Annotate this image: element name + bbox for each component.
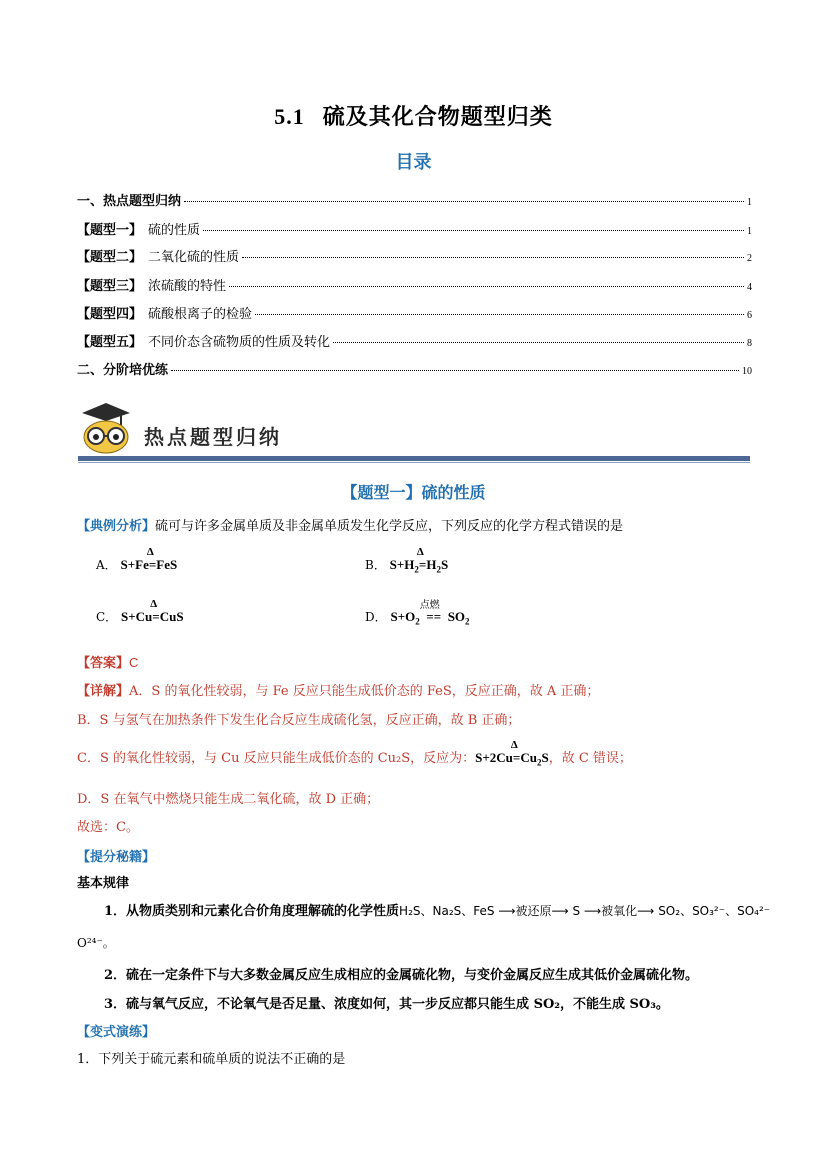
toc-page: 8 — [747, 338, 752, 349]
banner-underline — [78, 462, 750, 463]
toc-row[interactable] — [77, 359, 752, 378]
answer-tag: 【答案】 — [77, 656, 130, 671]
rule-2: 2．硫在一定条件下与大多数金属反应生成相应的金属硫化物，与变价金属反应生成其低价金属硫化物。 — [104, 968, 699, 983]
toc-heading: 目录 — [395, 152, 432, 173]
page-title — [0, 100, 827, 131]
toc-page: 4 — [747, 282, 752, 293]
detail-c-formula: $S+2Cu\Delta =Cu_2S$ — [475, 750, 549, 765]
answer-line — [77, 652, 138, 671]
owl-icon — [80, 401, 132, 455]
toc-leader — [171, 370, 739, 371]
tips-heading: 基本规律 — [77, 876, 130, 891]
answer-value: C — [129, 655, 139, 670]
detail-c-pre: C．S 的氧化性较弱，与 Cu 反应只能生成低价态的 Cu₂S，反应为： — [77, 751, 476, 766]
option-b-label: B． — [365, 558, 386, 572]
toc-page: 2 — [747, 253, 752, 264]
toc-text: 浓硫酸的特性 — [148, 279, 227, 294]
section-banner — [78, 393, 750, 459]
toc-text: 不同价态含硫物质的性质及转化 — [148, 335, 331, 350]
detail-a — [77, 680, 599, 699]
toc-leader — [229, 286, 744, 287]
title-number: 5.1 — [274, 104, 305, 129]
option-a-label: A． — [96, 558, 117, 572]
sulfur-chain: H₂S、Na₂S、FeS ⟶被还原⟶ S ⟶被氧化⟶ SO₂、SO₃²⁻、SO₄²⁻ — [399, 904, 771, 918]
toc-text: 二氧化硫的性质 — [148, 250, 240, 265]
option-a[interactable] — [96, 556, 177, 573]
option-d-label: D． — [365, 610, 387, 624]
option-c-formula: S+CuΔ =CuS — [121, 609, 184, 624]
toc-row[interactable] — [77, 190, 752, 209]
detail-c-post: ，故 C 错误； — [548, 751, 632, 766]
toc-leader — [333, 342, 744, 343]
toc-row[interactable] — [77, 219, 752, 238]
detail-b: B．S 与氢气在加热条件下发生化合反应生成硫化氢，反应正确，故 B 正确； — [77, 713, 521, 728]
practice-tag: 【变式演练】 — [77, 1025, 156, 1040]
example-tag: 【典例分析】 — [77, 519, 156, 534]
option-a-formula: S+FeΔ =FeS — [121, 557, 178, 572]
toc-row[interactable] — [77, 275, 752, 294]
toc-text: 硫酸根离子的检验 — [148, 307, 253, 322]
toc-page: 1 — [747, 226, 752, 237]
banner-divider — [78, 456, 750, 461]
question-text: 硫可与许多金属单质及非金属单质发生化学反应，下列反应的化学方程式错误的是 — [155, 519, 624, 534]
option-c[interactable] — [96, 608, 184, 625]
practice-question-1: 1．下列关于硫元素和硫单质的说法不正确的是 — [77, 1052, 346, 1067]
rule-1-text: 1．从物质类别和元素化合价角度理解硫的化学性质 — [104, 904, 400, 919]
detail-conclusion: 故选：C。 — [77, 820, 139, 835]
section-title: 【题型一】硫的性质 — [341, 483, 486, 502]
toc-row[interactable] — [77, 331, 752, 350]
toc-label: 【题型一】 — [77, 223, 143, 238]
toc-row[interactable] — [77, 303, 752, 322]
option-c-label: C． — [96, 610, 118, 624]
toc-leader — [255, 314, 744, 315]
toc-label: 一、热点题型归纳 — [77, 194, 182, 209]
toc-page: 1 — [747, 197, 752, 208]
toc-page: 6 — [747, 310, 752, 321]
example-question — [77, 515, 623, 534]
toc-leader — [203, 230, 744, 231]
option-d-condition: 点燃 — [419, 600, 440, 611]
toc-label: 【题型五】 — [77, 335, 143, 350]
rule-1-tail: O²⁴⁻。 — [77, 936, 115, 950]
option-d[interactable] — [365, 600, 470, 627]
option-d-formula: $S+O_2$ 点燃 == $SO_2$ — [390, 609, 469, 624]
detail-c — [77, 747, 632, 768]
toc-label: 【题型二】 — [77, 250, 143, 265]
detail-tag: 【详解】 — [77, 684, 130, 699]
toc-leader — [184, 201, 744, 202]
title-text: 硫及其化合物题型归类 — [322, 104, 553, 130]
tips-tag: 【提分秘籍】 — [77, 850, 156, 865]
option-b-formula: $S+H_2\Delta =H_2S$ — [390, 557, 449, 572]
banner-title: 热点题型归纳 — [144, 425, 282, 449]
rule-1 — [104, 900, 770, 919]
toc-row[interactable] — [77, 246, 752, 265]
toc-label: 【题型四】 — [77, 307, 143, 322]
option-b[interactable] — [365, 556, 448, 575]
detail-a-text: A．S 的氧化性较弱，与 Fe 反应只能生成低价态的 FeS，反应正确，故 A 正确； — [129, 684, 600, 699]
toc-label: 二、分阶培优练 — [77, 363, 169, 378]
toc-label: 【题型三】 — [77, 279, 143, 294]
toc-page: 10 — [742, 366, 752, 377]
toc-text: 硫的性质 — [148, 223, 201, 238]
detail-d: D．S 在氧气中燃烧只能生成二氧化硫，故 D 正确； — [77, 792, 380, 807]
toc-leader — [242, 257, 744, 258]
rule-3: 3．硫与氧气反应，不论氧气是否足量、浓度如何，其一步反应都只能生成 SO₂，不能生成 SO₃。 — [104, 997, 669, 1012]
